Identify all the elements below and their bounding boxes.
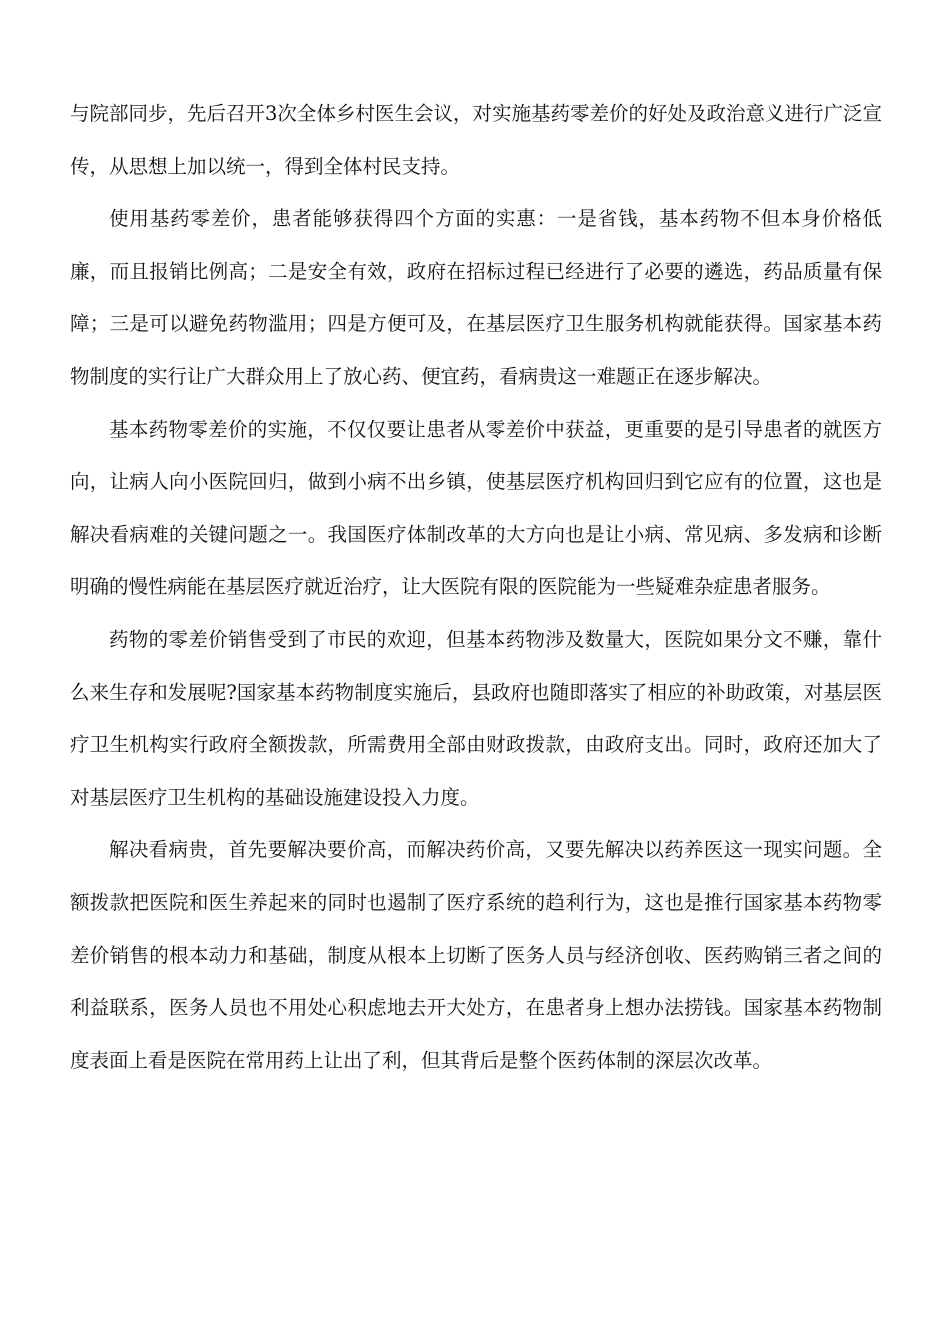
paragraph-2: 使用基药零差价，患者能够获得四个方面的实惠：一是省钱，基本药物不但本身价格低廉，而且报销比例高；二是安全有效，政府在招标过程已经进行了必要的遴选，药品质量有保障；三是可以避免药物滥用；四是方便可及，在基层医疗卫生服务机构就能获得。国家基本药物制度的实行让广大群众用上了放心药、便宜药，看病贵这一难题正在逐步解决。 xyxy=(70,207,882,388)
paragraph-3: 基本药物零差价的实施，不仅仅要让患者从零差价中获益，更重要的是引导患者的就医方向，让病人向小医院回归，做到小病不出乡镇，使基层医疗机构回归到它应有的位置，这也是解决看病难的关键问题之一。我国医疗体制改革的大方向也是让小病、常见病、多发病和诊断明确的慢性病能在基层医疗就近治疗，让大医院有限的医院能为一些疑难杂症患者服务。 xyxy=(70,417,882,599)
paragraph-1: 与院部同步，先后召开3次全体乡村医生会议，对实施基药零差价的好处及政治意义进行广泛宣传，从思想上加以统一，得到全体村民支持。 xyxy=(70,102,882,178)
paragraph-4: 药物的零差价销售受到了市民的欢迎，但基本药物涉及数量大，医院如果分文不赚，靠什么来生存和发展呢?国家基本药物制度实施后，县政府也随即落实了相应的补助政策，对基层医疗卫生机构实行政府全额拨款，所需费用全部由财政拨款，由政府支出。同时，政府还加大了对基层医疗卫生机构的基础设施建设投入力度。 xyxy=(70,627,882,809)
paragraph-5: 解决看病贵，首先要解决要价高，而解决药价高，又要先解决以药养医这一现实问题。全额拨款把医院和医生养起来的同时也遏制了医疗系统的趋利行为，这也是推行国家基本药物零差价销售的根本动力和基础，制度从根本上切断了医务人员与经济创收、医药购销三者之间的利益联系，医务人员也不用处心积虑地去开大处方，在患者身上想办法捞钱。国家基本药物制度表面上看是医院在常用药上让出了利，但其背后是整个医药体制的深层次改革。 xyxy=(70,838,882,1072)
document-page xyxy=(70,88,882,1087)
